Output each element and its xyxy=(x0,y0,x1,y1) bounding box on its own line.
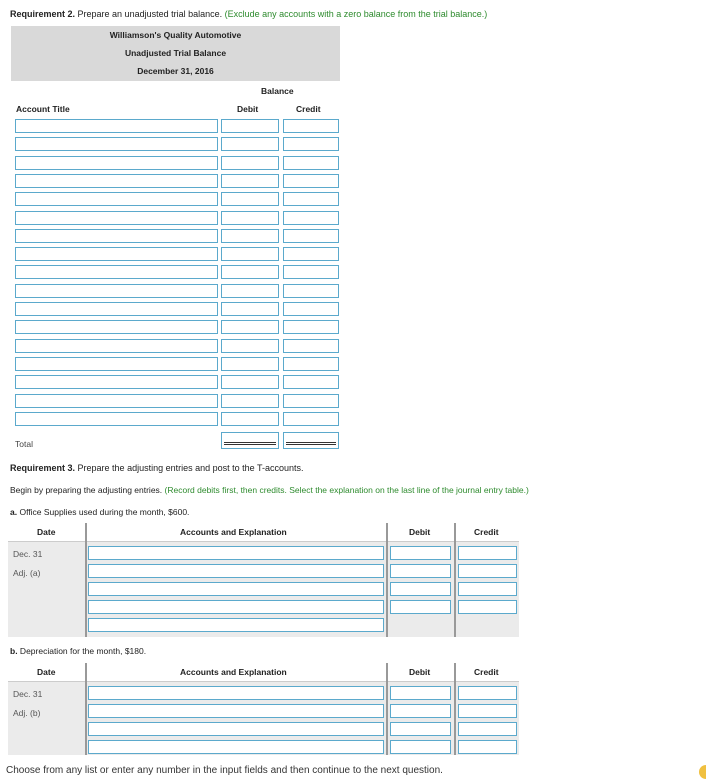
credit-input[interactable] xyxy=(283,412,339,426)
account-title-input[interactable] xyxy=(15,284,218,298)
entry-b-adj-label: Adj. (b) xyxy=(13,708,41,718)
entry-a-date: Dec. 31 xyxy=(13,549,43,559)
account-select[interactable] xyxy=(88,722,384,736)
account-title-input[interactable] xyxy=(15,339,218,353)
credit-input[interactable] xyxy=(283,156,339,170)
credit-input[interactable] xyxy=(283,247,339,261)
credit-header: Credit xyxy=(474,527,499,537)
entry-b-caption xyxy=(10,646,146,656)
credit-input[interactable] xyxy=(458,582,517,596)
debit-input[interactable] xyxy=(221,211,279,225)
account-title-input[interactable] xyxy=(15,320,218,334)
account-title-input[interactable] xyxy=(15,394,218,408)
debit-input[interactable] xyxy=(221,394,279,408)
adjusting-entries-instruction xyxy=(10,485,529,495)
credit-input[interactable] xyxy=(458,564,517,578)
credit-input[interactable] xyxy=(458,722,517,736)
entry-a-adj-label: Adj. (a) xyxy=(13,568,41,578)
credit-input[interactable] xyxy=(283,174,339,188)
account-title-input[interactable] xyxy=(15,229,218,243)
account-title-header: Account Title xyxy=(16,104,70,114)
debit-input[interactable] xyxy=(221,174,279,188)
account-title-input[interactable] xyxy=(15,137,218,151)
company-name: Williamson's Quality Automotive xyxy=(109,30,242,40)
accounts-header: Accounts and Explanation xyxy=(180,667,287,677)
debit-header: Debit xyxy=(409,527,431,537)
balance-header: Balance xyxy=(261,86,294,96)
debit-input[interactable] xyxy=(221,320,279,334)
entry-a-label: a. xyxy=(10,507,18,517)
statement-date: December 31, 2016 xyxy=(137,66,214,76)
credit-input[interactable] xyxy=(283,211,339,225)
credit-input[interactable] xyxy=(283,302,339,316)
account-title-input[interactable] xyxy=(15,412,218,426)
account-select[interactable] xyxy=(88,618,384,632)
entry-b-label: b. xyxy=(10,646,18,656)
debit-input[interactable] xyxy=(221,265,279,279)
date-header: Date xyxy=(37,667,56,677)
entry-a-text: Office Supplies used during the month, $600. xyxy=(17,507,190,517)
debit-input[interactable] xyxy=(221,302,279,316)
account-select[interactable] xyxy=(88,582,384,596)
entry-a-caption xyxy=(10,507,189,517)
debit-input[interactable] xyxy=(390,704,451,718)
account-title-input[interactable] xyxy=(15,119,218,133)
lightbulb-icon[interactable] xyxy=(699,765,706,779)
column-divider xyxy=(85,663,87,755)
debit-input[interactable] xyxy=(221,375,279,389)
account-select[interactable] xyxy=(88,740,384,754)
requirement-3-label: Requirement 3. xyxy=(10,463,76,473)
debit-input[interactable] xyxy=(390,546,451,560)
account-title-input[interactable] xyxy=(15,211,218,225)
credit-input[interactable] xyxy=(458,740,517,754)
begin-hint: (Record debits first, then credits. Select the explanation on the last line of the journal entry table.) xyxy=(162,485,529,495)
debit-input[interactable] xyxy=(390,564,451,578)
debit-input[interactable] xyxy=(221,119,279,133)
debit-input[interactable] xyxy=(221,247,279,261)
account-title-input[interactable] xyxy=(15,375,218,389)
accounts-header: Accounts and Explanation xyxy=(180,527,287,537)
column-divider xyxy=(454,663,456,755)
debit-input[interactable] xyxy=(390,740,451,754)
credit-input[interactable] xyxy=(283,320,339,334)
begin-text: Begin by preparing the adjusting entries. xyxy=(10,485,163,495)
credit-input[interactable] xyxy=(283,339,339,353)
column-divider xyxy=(454,523,456,637)
credit-input[interactable] xyxy=(283,357,339,371)
credit-input[interactable] xyxy=(283,119,339,133)
account-title-input[interactable] xyxy=(15,174,218,188)
account-title-input[interactable] xyxy=(15,265,218,279)
requirement-3-instruction xyxy=(10,463,304,473)
column-divider xyxy=(386,663,388,755)
date-header: Date xyxy=(37,527,56,537)
trial-balance-heading xyxy=(11,26,340,81)
debit-input[interactable] xyxy=(221,284,279,298)
account-select[interactable] xyxy=(88,686,384,700)
debit-header: Debit xyxy=(237,104,259,114)
total-credit-field[interactable] xyxy=(283,432,339,449)
credit-input[interactable] xyxy=(283,137,339,151)
footer-instruction: Choose from any list or enter any number in the input fields and then continue to the next question. xyxy=(6,765,443,776)
credit-header: Credit xyxy=(296,104,321,114)
debit-input[interactable] xyxy=(390,582,451,596)
requirement-2-hint: (Exclude any accounts with a zero balance from the trial balance.) xyxy=(222,9,488,19)
requirement-2-label: Requirement 2. xyxy=(10,9,76,19)
account-title-input[interactable] xyxy=(15,302,218,316)
credit-input[interactable] xyxy=(458,704,517,718)
requirement-3-text: Prepare the adjusting entries and post to the T-accounts. xyxy=(75,463,304,473)
debit-input[interactable] xyxy=(221,192,279,206)
debit-input[interactable] xyxy=(221,156,279,170)
credit-input[interactable] xyxy=(283,375,339,389)
debit-input[interactable] xyxy=(221,137,279,151)
account-select[interactable] xyxy=(88,564,384,578)
debit-input[interactable] xyxy=(221,229,279,243)
debit-input[interactable] xyxy=(221,357,279,371)
total-debit-field[interactable] xyxy=(221,432,279,449)
debit-input[interactable] xyxy=(221,412,279,426)
account-select[interactable] xyxy=(88,600,384,614)
debit-input[interactable] xyxy=(390,686,451,700)
journal-table-a xyxy=(8,523,519,637)
requirement-2-instruction xyxy=(10,9,487,19)
credit-input[interactable] xyxy=(458,600,517,614)
account-title-input[interactable] xyxy=(15,357,218,371)
debit-input[interactable] xyxy=(390,722,451,736)
column-divider xyxy=(85,523,87,637)
trial-balance-table xyxy=(11,81,340,456)
credit-input[interactable] xyxy=(283,265,339,279)
debit-header: Debit xyxy=(409,667,431,677)
debit-input[interactable] xyxy=(390,600,451,614)
credit-input[interactable] xyxy=(283,394,339,408)
entry-b-text: Depreciation for the month, $180. xyxy=(17,646,147,656)
account-title-input[interactable] xyxy=(15,247,218,261)
debit-input[interactable] xyxy=(221,339,279,353)
credit-input[interactable] xyxy=(283,192,339,206)
credit-input[interactable] xyxy=(458,546,517,560)
account-title-input[interactable] xyxy=(15,156,218,170)
account-select[interactable] xyxy=(88,704,384,718)
credit-input[interactable] xyxy=(283,229,339,243)
column-divider xyxy=(386,523,388,637)
journal-table-b xyxy=(8,663,519,755)
account-select[interactable] xyxy=(88,546,384,560)
requirement-2-text: Prepare an unadjusted trial balance. xyxy=(75,9,223,19)
total-label: Total xyxy=(15,439,33,449)
statement-title: Unadjusted Trial Balance xyxy=(124,48,227,58)
account-title-input[interactable] xyxy=(15,192,218,206)
credit-input[interactable] xyxy=(458,686,517,700)
credit-input[interactable] xyxy=(283,284,339,298)
credit-header: Credit xyxy=(474,667,499,677)
entry-b-date: Dec. 31 xyxy=(13,689,43,699)
